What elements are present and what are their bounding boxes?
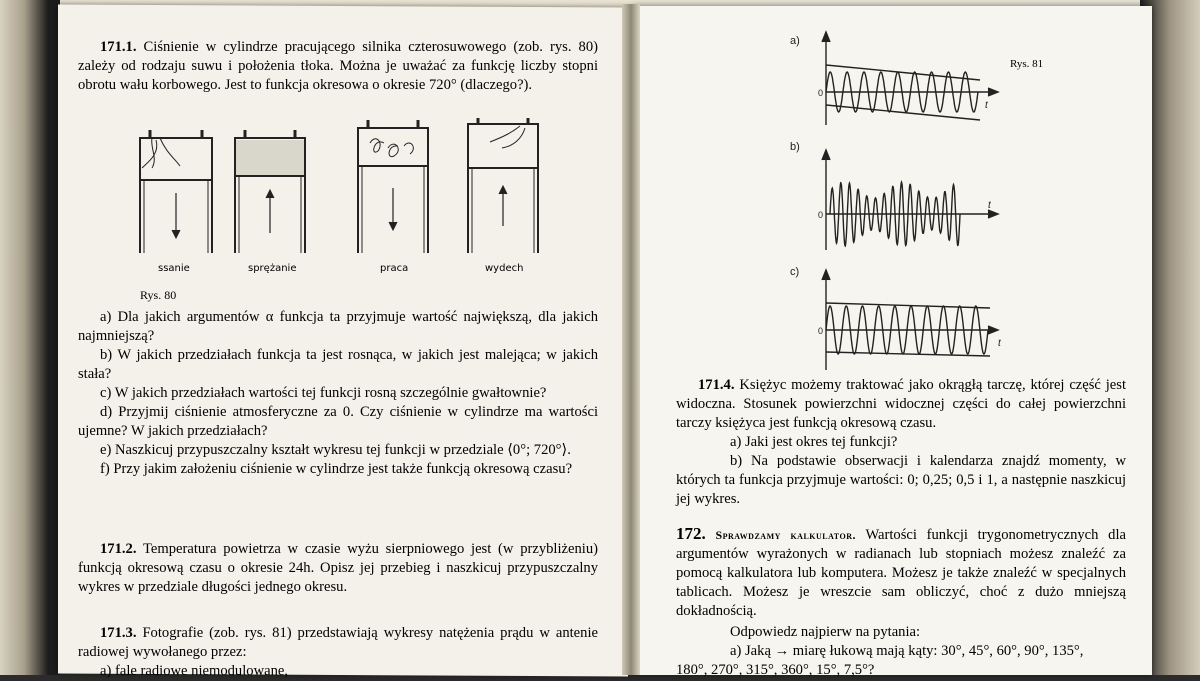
exercise-text: Fotografie (zob. rys. 81) przedstawiają wykresy natężenia prądu w antenie radiowej wywołanego przez:	[78, 625, 598, 660]
origin-c: 0	[818, 326, 824, 336]
oscillogram-plots	[790, 30, 1020, 375]
exercise-171-1-questions	[78, 308, 598, 479]
figure-80-engine-strokes	[130, 118, 560, 283]
exercise-prompt: Odpowiedz najpierw na pytania:	[730, 624, 921, 640]
question-e: e) Naszkicuj przypuszczalny kształt wykresu tej funkcji w przedziale ⟨0°; 720°⟩.	[100, 442, 571, 458]
question-a: a) Jaki jest okres tej funkcji?	[730, 434, 898, 450]
axis-t-a: t	[985, 100, 988, 111]
figure-81-oscillograms	[790, 30, 1020, 375]
exercise-171-3	[78, 624, 598, 681]
origin-b: 0	[818, 210, 824, 220]
figure-81-caption: Rys. 81	[1010, 58, 1044, 70]
question-a: a) Dla jakich argumentów α funkcja ta przyjmuje wartość największą, dla jakich najmniejszą?	[78, 309, 598, 344]
book-gutter	[622, 4, 640, 675]
label-wydech: wydech	[485, 263, 524, 274]
exercise-number: 171.4.	[698, 377, 735, 393]
exercise-text: Księżyc możemy traktować jako okrągłą tarczę, której część jest widoczna. Stosunek powierzchni widocznej części do całej powierzchni tarczy księżyca jest funkcją okresową czasu.	[676, 377, 1127, 431]
exercise-171-4	[676, 376, 1126, 509]
exercise-item-a: a) fale radiowe niemodulowane,	[100, 663, 289, 679]
exercise-text: Temperatura powietrza w czasie wyżu sierpniowego jest (w przybliżeniu) funkcją okresową czasu o okresie 24h. Opisz jej przebieg i naszkicuj przypuszczalny wykres w przedziale długości jednego okresu.	[78, 541, 598, 595]
panel-a-label: a)	[790, 35, 800, 47]
exercise-number: 172.	[676, 524, 706, 543]
exercise-171-2	[78, 540, 598, 597]
panel-c-label: c)	[790, 266, 800, 278]
question-b: b) Na podstawie obserwacji i kalendarza znajdź momenty, w których ta funkcja przyjmuje wartości: 0; 0,25; 0,5 i 1, a następnie naszkicuj jej wykres.	[676, 453, 1126, 507]
exercise-item-a-continued: 180°, 270°, 315°, 360°, 15°, 7,5°?	[676, 662, 875, 678]
question-c: c) W jakich przedziałach wartości tej funkcji rosną szczególnie gwałtownie?	[100, 385, 547, 401]
question-d: d) Przyjmij ciśnienie atmosferyczne za 0. Czy ciśnienie w cylindrze ma wartości ujemne? W jakich przedziałach?	[78, 404, 598, 439]
exercise-item-a: a) Jaką → miarę łukową mają kąty: 30°, 45°, 60°, 90°, 135°,	[730, 643, 1084, 659]
exercise-text: Wartości funkcji trygonometrycznych dla argumentów wyrażonych w radianach lub stopniach możesz znaleźć za pomocą kalkulatora lub komputera. Możesz je także znaleźć w specjalnych tablicach. Możesz je wreszcie sam obliczyć, choć z dużo mniejszą dokładnością.	[676, 527, 1126, 619]
question-f: f) Przy jakim założeniu ciśnienie w cylindrze jest także funkcją okresową czasu?	[100, 461, 573, 477]
label-sprezanie: sprężanie	[248, 263, 297, 274]
exercise-number: 171.1.	[100, 39, 137, 55]
question-b: b) W jakich przedziałach funkcja ta jest rosnąca, w jakich jest malejąca; w jakich stała?	[78, 347, 598, 382]
origin-a: 0	[818, 88, 824, 98]
exercise-text: Ciśnienie w cylindrze pracującego silnika czterosuwowego (zob. rys. 80) zależy od rodzaju suwu i położenia tłoka. Można je uważać za funkcję liczby stopni obrotu wału korbowego. Jest to funkcja okresowa o okresie 720° (dlaczego?).	[78, 39, 598, 93]
axis-t-b: t	[988, 200, 991, 211]
exercise-171-1	[78, 38, 598, 95]
axis-t-c: t	[998, 338, 1001, 349]
exercise-title: Sprawdzamy kalkulator.	[715, 528, 856, 542]
exercise-number: 171.3.	[100, 625, 137, 641]
label-ssanie: ssanie	[158, 263, 190, 274]
panel-b-label: b)	[790, 141, 800, 153]
engine-diagram	[130, 118, 560, 283]
label-praca: praca	[380, 263, 409, 274]
figure-80-caption: Rys. 80	[140, 288, 177, 302]
exercise-number: 171.2.	[100, 541, 137, 557]
exercise-172	[676, 524, 1126, 680]
background-left	[0, 0, 60, 675]
